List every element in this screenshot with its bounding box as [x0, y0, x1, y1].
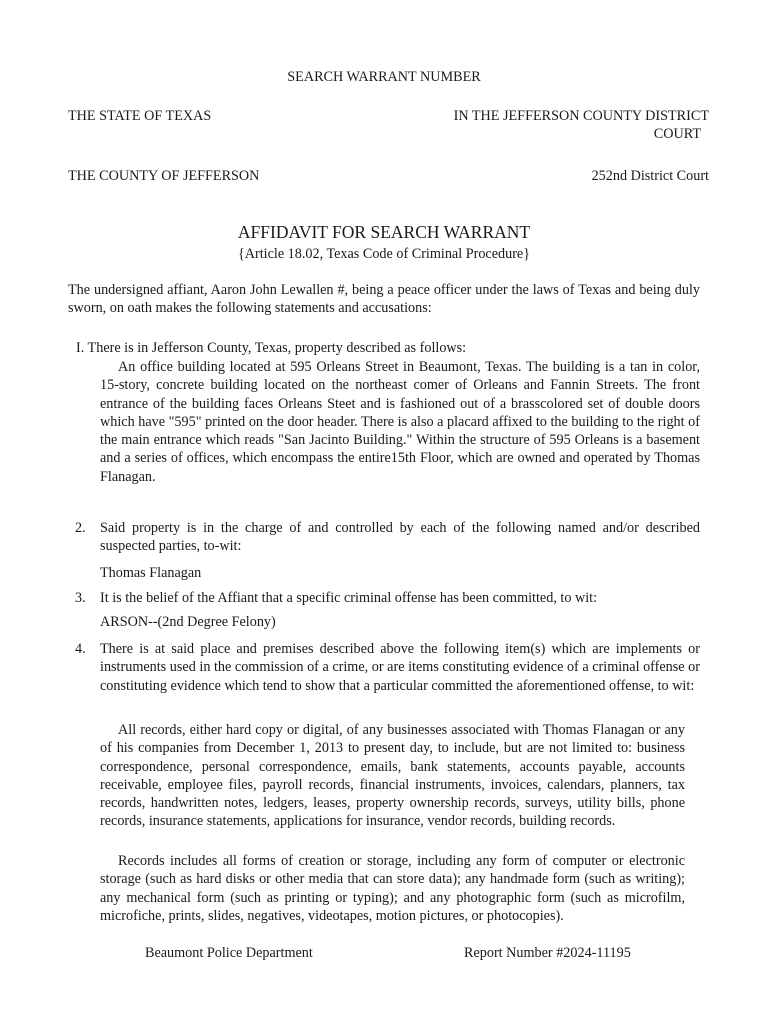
- section-1-heading: I. There is in Jefferson County, Texas, property described as follows:: [76, 340, 467, 356]
- section-3-text: It is the belief of the Affiant that a specific criminal offense has been committed, to wit:: [100, 590, 598, 606]
- suspected-party: Thomas Flanagan: [100, 565, 202, 581]
- section-1-body: An office building located at 595 Orleans Street in Beaumont, Texas. The building is a tan in color, 15-story, concrete building located on the northeast comer of Orleans and Fannin Streets. The front entrance of the building faces Orleans Steet and is fashioned out of a brasscolored set of double doors which have "595" printed on the door header. There is also a placard affixed to the building to the right of the main entrance which reads "San Jacinto Building." Within the structure of 595 Orleans is a basement and a series of offices, which encompass the entire15th Floor, which are owned and operated by Thomas Flanagan.: [100, 359, 700, 485]
- county-label: THE COUNTY OF JEFFERSON: [68, 168, 260, 184]
- state-label: THE STATE OF TEXAS: [68, 108, 212, 124]
- court-name: [400, 107, 709, 144]
- document-subtitle: {Article 18.02, Texas Code of Criminal Procedure}: [237, 246, 531, 262]
- section-4-text: There is at said place and premises described above the following item(s) which are implements or instruments used in the commission of a crime, or are items constituting evidence of a criminal offense or constituting evidence which tend to show that a particular committed the aforementioned offense, to wit:: [100, 641, 700, 694]
- section-2-number: 2.: [75, 520, 86, 536]
- district-court: 252nd District Court: [591, 168, 709, 184]
- intro-paragraph: The undersigned affiant, Aaron John Lewallen #, being a peace officer under the laws of Texas and being duly sworn, on oath makes the following statements and accusations:: [68, 282, 700, 317]
- court-line-2: COURT: [653, 126, 701, 143]
- records-forms-paragraph: Records includes all forms of creation or storage, including any form of computer or electronic storage (such as hard disks or other media that can store data); any handmade form (such as writing); any mechanical form (such as printing or typing); and any photographic form (such as microfilm, microfiche, prints, slides, negatives, videotapes, motion pictures, or photocopies).: [100, 853, 685, 924]
- section-4-number: 4.: [75, 641, 86, 657]
- records-paragraph: All records, either hard copy or digital, of any businesses associated with Thomas Flanagan or any of his companies from December 1, 2013 to present day, to include, but are not limited to: business correspondence, personal correspondence, emails, bank statements, accounts payable, accounts receivable, employee files, payroll records, financial instruments, invoices, calendars, planners, tax records, handwritten notes, ledgers, leases, property ownership records, surveys, utility bills, phone records, insurance statements, applications for insurance, vendor records, building records.: [100, 722, 685, 830]
- warrant-number-label: SEARCH WARRANT NUMBER: [287, 69, 481, 85]
- court-line-1: IN THE JEFFERSON COUNTY DISTRICT: [453, 108, 709, 124]
- section-3-number: 3.: [75, 590, 86, 606]
- offense: ARSON--(2nd Degree Felony): [100, 614, 276, 630]
- document-title: AFFIDAVIT FOR SEARCH WARRANT: [237, 222, 531, 242]
- section-2-text: Said property is in the charge of and controlled by each of the following named and/or described suspected parties, to-wit:: [100, 520, 700, 555]
- footer-department: Beaumont Police Department: [145, 945, 313, 961]
- footer-report-number: Report Number #2024-11195: [464, 945, 631, 961]
